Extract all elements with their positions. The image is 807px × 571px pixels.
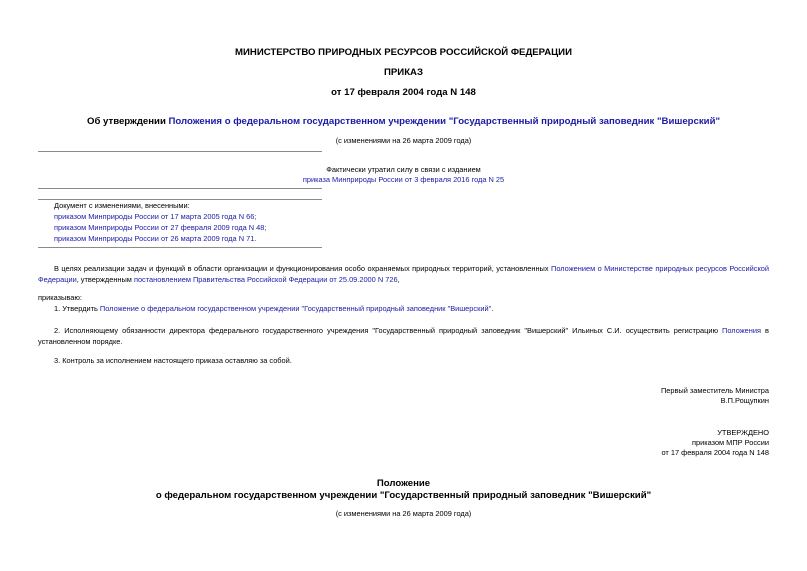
order-title: [0, 116, 807, 127]
signature-name: В.П.Рощупкин: [720, 396, 769, 405]
regulation-title: Положение: [376, 478, 431, 489]
point-2-link[interactable]: Положения: [722, 326, 761, 335]
order-word: приказываю:: [38, 293, 82, 302]
order-amended-note: (с изменениями на 26 марта 2009 года): [335, 136, 472, 145]
point-1-link[interactable]: Положение о федеральном государственном учреждении "Государственный природный заповедник "Вишерский": [99, 304, 492, 313]
approved-date: от 17 февраля 2004 года N 148: [661, 448, 769, 457]
divider: [38, 188, 322, 189]
regulation-amended-note: (с изменениями на 26 марта 2009 года): [335, 509, 472, 518]
doc-type-heading: ПРИКАЗ: [384, 67, 423, 78]
changes-link[interactable]: приказом Минприроды России от 26 марта 2009 года N 71.: [54, 234, 257, 243]
point-2-suffix: в установленном порядке.: [38, 326, 769, 346]
lost-force-link[interactable]: приказа Минприроды России от 3 февраля 2016 года N 25: [302, 175, 505, 184]
preamble-text: , утвержденным: [76, 275, 134, 284]
divider: [38, 199, 322, 200]
changes-link[interactable]: приказом Минприроды России от 17 марта 2005 года N 66;: [54, 212, 257, 221]
changes-intro: Документ с изменениями, внесенными:: [54, 201, 190, 210]
ministry-heading: МИНИСТЕРСТВО ПРИРОДНЫХ РЕСУРСОВ РОССИЙСКОЙ ФЕДЕРАЦИИ: [235, 47, 572, 58]
preamble-text: В целях реализации задач и функций в области организации и функционирования особо охраняемых природных территорий, установленных: [54, 264, 552, 273]
point-1-suffix: .: [491, 304, 494, 313]
divider: [38, 151, 322, 152]
changes-link[interactable]: приказом Минприроды России от 27 февраля 2009 года N 48;: [54, 223, 267, 232]
order-date-number: от 17 февраля 2004 года N 148: [331, 87, 476, 98]
order-title-link[interactable]: Положения о федеральном государственном учреждении "Государственный природный заповедник "Вишерский": [168, 116, 721, 127]
lost-force-text: Фактически утратил силу в связи с изданием: [326, 165, 481, 174]
point-1: [54, 304, 769, 313]
point-2: [38, 325, 769, 347]
signature-position: Первый заместитель Министра: [660, 386, 769, 395]
order-title-prefix: Об утверждении: [86, 116, 169, 127]
point-2-prefix: 2. Исполняющему обязанности директора федерального государственного учреждения "Государственный природный заповедник "Вишерский" Ильиных С.И. осуществить регистрацию: [54, 326, 723, 335]
point-3: 3. Контроль за исполнением настоящего приказа оставляю за собой.: [54, 356, 292, 365]
regulation-ministry-link[interactable]: Положением о Министерстве природных ресурсов Российской Федерации: [38, 264, 769, 284]
government-decree-link[interactable]: постановлением Правительства Российской Федерации от 25.09.2000 N 726: [133, 275, 398, 284]
regulation-subtitle: о федеральном государственном учреждении "Государственный природный заповедник "Вишерский": [155, 490, 652, 501]
approved-label: УТВЕРЖДЕНО: [717, 428, 769, 437]
divider: [38, 247, 322, 248]
approved-order: приказом МПР России: [691, 438, 769, 447]
preamble-paragraph: [38, 263, 769, 285]
point-1-prefix: 1. Утвердить: [54, 304, 100, 313]
preamble-text: ,: [397, 275, 400, 284]
